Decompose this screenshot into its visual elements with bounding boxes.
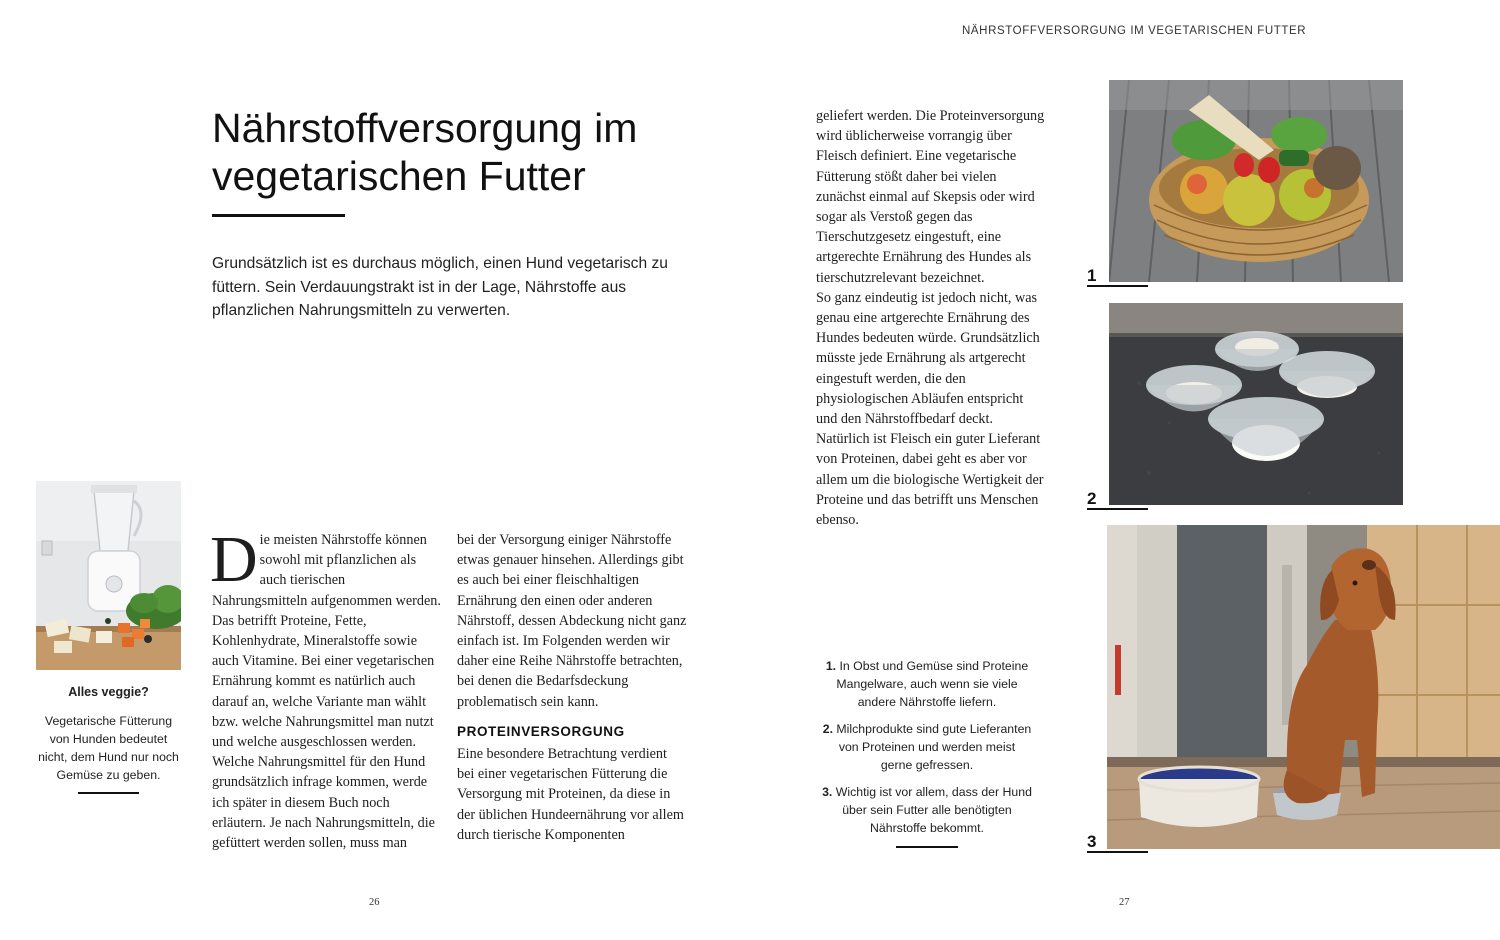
page-number-left: 26 <box>369 897 380 908</box>
body-paragraph: Welche Nahrungsmittel für den Hund grundsätzlich infrage kommen, werde ich später in diesem Buch noch erläutern. Je nach Nahrungsmitteln, die gefüttert werden sollen, muss man <box>212 754 435 852</box>
caption-2 <box>822 720 1032 774</box>
page-title <box>212 104 732 200</box>
caption-1 <box>822 657 1032 711</box>
photo-number-rule <box>1087 285 1148 287</box>
body-paragraph: ie meisten Nährstoffe können sowohl mit pflanzlichen als auch tierischen Nahrungsmitteln aufgenommen werden. Das betrifft Proteine, Fette, Kohlenhydrate, Mineralstoffe sowie auch Vitamine. Bei einer vegetarischen Ernährung kommt es natürlich auch darauf an, welche Variante man wählt bzw. welche Nahrungsmittel man nutzt und welche ausgeschlossen werden. <box>212 532 441 751</box>
sidebar-photo-blender-vegetables <box>36 481 181 670</box>
caption-number: 3. <box>822 785 833 799</box>
sidebar-rule <box>78 792 139 794</box>
section-subheading: PROTEINVERSORGUNG <box>457 723 625 739</box>
caption-3 <box>822 783 1032 837</box>
page-number-right: 27 <box>1119 897 1130 908</box>
caption-text: In Obst und Gemüse sind Proteine Mangelware, auch wenn sie viele andere Nährstoffe liefern. <box>836 659 1029 709</box>
photo-captions <box>822 657 1032 846</box>
title-line-2: vegetarischen Futter <box>212 153 586 199</box>
photo-dairy-bowls <box>1109 303 1403 505</box>
sidebar-title: Alles veggie? <box>68 685 149 699</box>
running-head: NÄHRSTOFFVERSORGUNG IM VEGETARISCHEN FUTTER <box>962 25 1307 37</box>
photo-dog-with-bowls <box>1107 525 1500 849</box>
body-column-3 <box>816 106 1048 530</box>
body-column-2 <box>457 530 687 845</box>
title-line-1: Nährstoffversorgung im <box>212 105 638 151</box>
drop-cap: D <box>210 523 258 596</box>
caption-number: 2. <box>822 722 833 736</box>
sidebar-text: Vegetarische Fütterung von Hunden bedeutet nicht, dem Hund nur noch Gemüse zu geben. <box>38 714 179 782</box>
photo-number-rule <box>1087 508 1148 510</box>
captions-rule <box>896 846 958 848</box>
body-column-1 <box>210 523 442 853</box>
body-paragraph: So ganz eindeutig ist jedoch nicht, was genau eine artgerechte Ernährung des Hundes bedeuten würde. Grundsätzlich müsste jede Ernährung als artgerecht eingestuft werden, die den physiologischen Abläufen entspricht und den Nährstoffbedarf deckt. Natürlich ist Fleisch ein guter Lieferant von Proteinen, dabei geht es aber vor allem um die biologische Wertigkeit der Proteine und das betrifft uns Menschen ebenso. <box>816 289 1044 529</box>
lead-paragraph: Grundsätzlich ist es durchaus möglich, einen Hund vegetarisch zu füttern. Sein Verdauungstrakt ist in der Lage, Nährstoffe aus pflanzlichen Nahrungsmitteln zu verwerten. <box>212 255 668 319</box>
photo-number-rule <box>1087 851 1148 853</box>
body-paragraph: geliefert werden. Die Proteinversorgung wird üblicherweise vorrangig über Fleisch definiert. Eine vegetarische Fütterung stößt daher bei vielen zunächst einmal auf Skepsis oder wird sogar als Verstoß gegen das Tierschutzgesetz eingestuft, eine artgerechte Ernährung des Hundes als tierschutzrelevant bezeichnet. <box>816 108 1045 286</box>
photo-fruit-basket <box>1109 80 1403 282</box>
title-rule <box>212 214 345 217</box>
body-paragraph: bei der Versorgung einiger Nährstoffe etwas genauer hinsehen. Allerdings gibt es auch bei einer fleischhaltigen Ernährung den einen oder anderen Nährstoff, dessen Abdeckung nicht ganz einfach ist. Im Folgenden werden wir daher eine Reihe Nährstoffe betrachten, bei denen die Bedarfsdeckung problematisch sein kann. <box>457 532 687 710</box>
photo-number-2: 2 <box>1087 489 1097 508</box>
caption-text: Milchprodukte sind gute Lieferanten von Proteinen und werden meist gerne gefressen. <box>836 722 1032 772</box>
photo-number-3: 3 <box>1087 832 1097 851</box>
caption-text: Wichtig ist vor allem, dass der Hund über sein Futter alle benötigten Nährstoffe bekommt. <box>835 785 1032 835</box>
caption-number: 1. <box>825 659 837 673</box>
photo-number-1: 1 <box>1087 266 1097 285</box>
body-paragraph: Eine besondere Betrachtung verdient bei einer vegetarischen Fütterung die Versorgung mit Proteinen, da diese in der üblichen Hundeernährung vor allem durch tierische Komponenten <box>457 746 684 843</box>
